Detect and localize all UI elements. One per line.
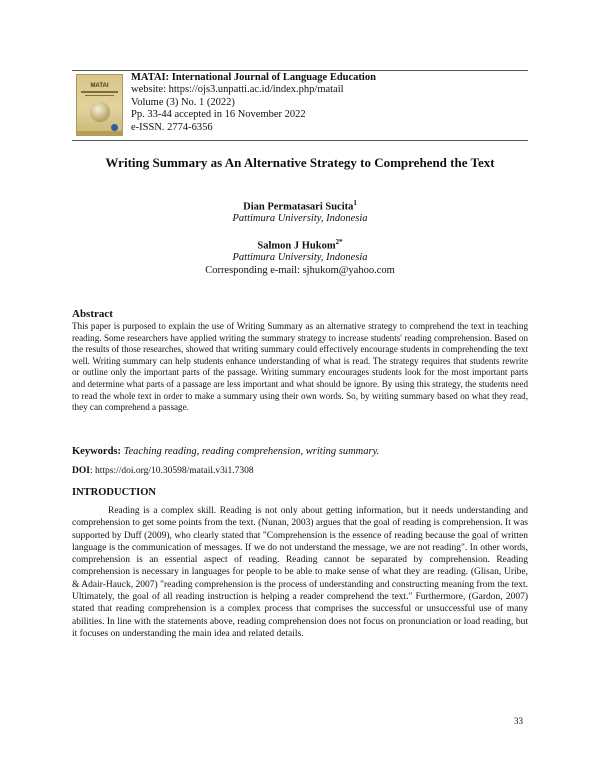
- journal-header: [131, 72, 376, 134]
- journal-volume: Volume (3) No. 1 (2022): [131, 96, 235, 108]
- page-number: 33: [514, 716, 523, 726]
- author-1: [0, 199, 600, 213]
- author-sup: 1: [353, 199, 357, 207]
- doi-label: DOI: [72, 466, 90, 476]
- header-rule-bottom: [72, 140, 528, 141]
- introduction-heading: INTRODUCTION: [72, 487, 157, 498]
- author-1-affiliation: Pattimura University, Indonesia: [232, 213, 368, 224]
- keywords-label: Keywords:: [72, 446, 121, 457]
- author-2-affiliation: Pattimura University, Indonesia: [232, 252, 368, 263]
- paper-title: Writing Summary as An Alternative Strategy to Comprehend the Text: [105, 155, 495, 170]
- author-sup: 2*: [335, 238, 343, 246]
- doi-link[interactable]: : https://doi.org/10.30598/matail.v3i1.7308: [89, 466, 254, 476]
- author-name: Salmon J Hukom: [257, 240, 336, 252]
- doi: [72, 466, 528, 476]
- corresponding-email[interactable]: Corresponding e-mail: sjhukom@yahoo.com: [205, 265, 395, 276]
- author-name: Dian Permatasari Sucita: [243, 201, 354, 213]
- keywords-value: Teaching reading, reading comprehension, writing summary.: [123, 446, 380, 457]
- journal-issn: e-ISSN. 2774-6356: [131, 121, 213, 133]
- author-2: [0, 238, 600, 252]
- journal-title: MATAI: International Journal of Language Education: [131, 72, 376, 83]
- introduction-text: Reading is a complex skill. Reading is not only about getting information, but it needs understanding and comprehension to get some points from the text. (Nunan, 2003) argues that the goal of reading is comprehension. It was supported by Duff (2009), who clearly stated that "Comprehension is the essence of reading because the goal of written language is the communication of messages. If we do not understand the message, we are not reading". In other words, comprehension is an essential aspect of reading. Reading cannot be separated by comprehension. Reading comprehension is necessary in languages for people to be able to make sense of what they are reading. (Glisan, Uribe, & Adair-Hauck, 2007) "reading comprehension is the process of understanding and constructing meaning from the text. Ultimately, the goal of all reading instruction is helping a reader comprehend the text." Furthermore, (Gardon, 2007) stated that reading comprehension is a complex process that comprises the successful or unsuccessful use of many abilities. In line with the statements above, reading comprehension does not focus on pronunciation or load reading, but it focuses on understanding the main idea and related details.: [72, 506, 528, 639]
- abstract-text: This paper is purposed to explain the use of Writing Summary as an alternative strategy to comprehend the text in teaching reading. Some researchers have applied writing the summary strategy to increase students' reading comprehension. Based on the results of those researches, showed that writing summary could effectively encourage students in comprehending the text well. Writing summary can help students enhance understanding of what is read. The strategy requires that students rewrite or outline only the important parts of the passage. Writing summary encourages students look for the most important parts and determine what parts of a passage are less important and what should be ignore. By using this strategy, the students need to read the whole text in order to make a summary using their own words. So, by writing summary based on what they read, they can comprehend a passage.: [72, 321, 528, 413]
- keywords: [72, 446, 528, 457]
- cover-globe-graphic: [90, 102, 110, 122]
- journal-pages: Pp. 33-44 accepted in 16 November 2022: [131, 109, 306, 121]
- journal-website[interactable]: website: https://ojs3.unpatti.ac.id/index.php/matail: [131, 84, 344, 96]
- abstract-heading: Abstract: [72, 308, 113, 320]
- cover-title: MATAI: [90, 83, 109, 89]
- header-rule-top: [72, 70, 528, 71]
- university-logo-icon: [111, 124, 118, 131]
- journal-cover-image: [76, 74, 123, 136]
